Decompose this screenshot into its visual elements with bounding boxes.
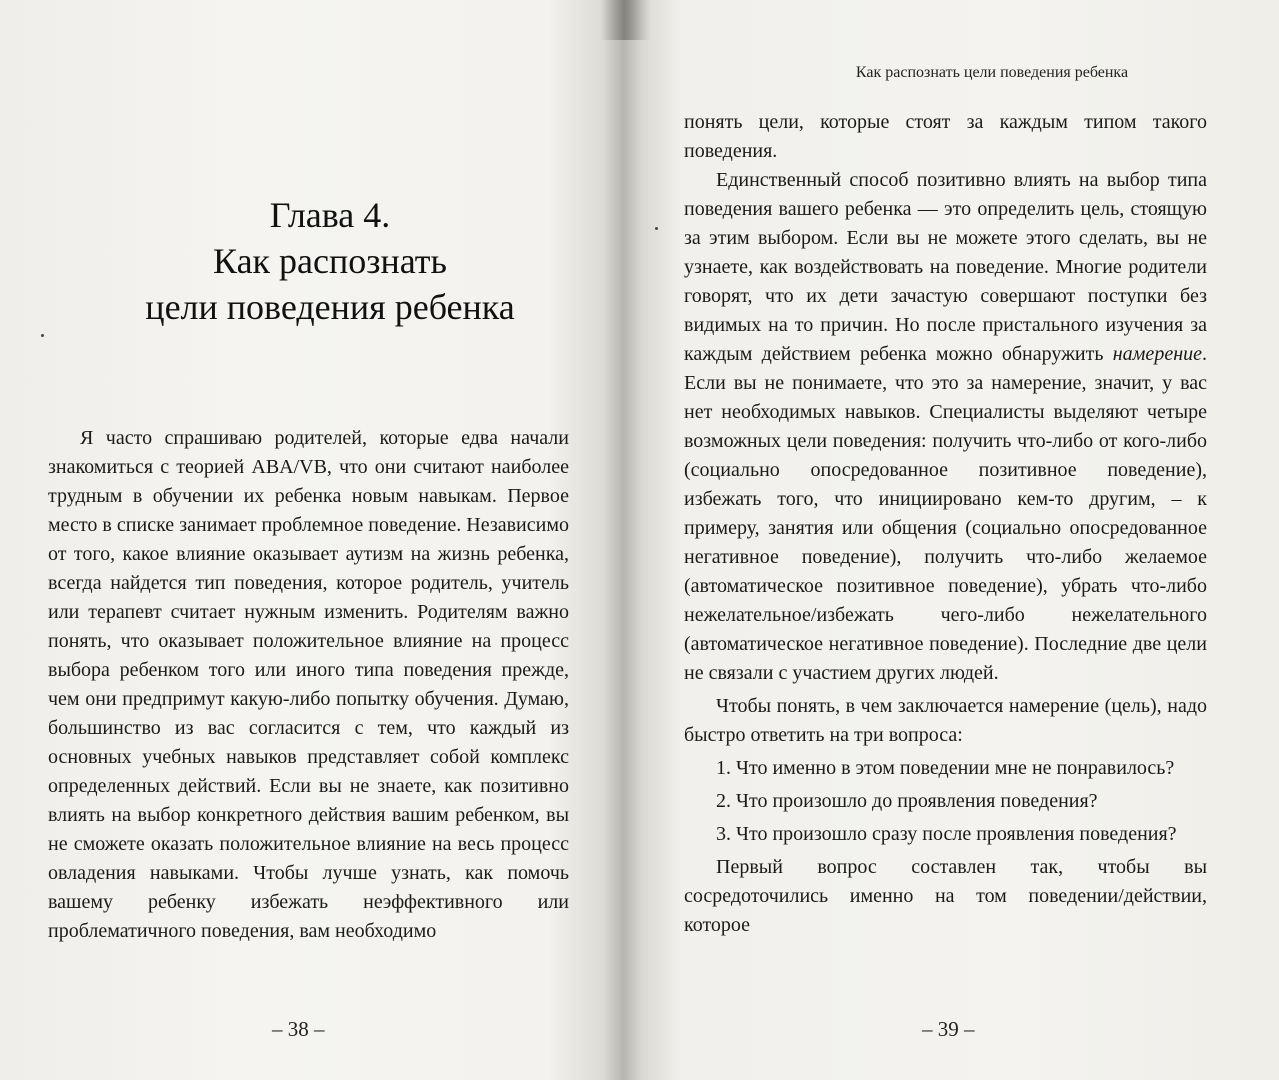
right-page bbox=[622, 0, 1279, 1080]
text-run: Единственный способ позитивно влиять на выбор типа поведения вашего ребенка — это определить цель, стоящую за этим выбором. Если вы не можете этого сделать, вы не узнаете, как воздействовать на поведение. Многие родители говорят, что их дети зачастую совершают поступки без видимых на то причин. Но после пристального изучения за каждым действием ребенка можно обнаружить bbox=[684, 169, 1207, 365]
right-body-text bbox=[684, 108, 1207, 940]
text-run: . Если вы не понимаете, что это за намерение, значит, у вас нет необходимых навыков. Специалисты выделяют четыре возможных цели поведения: получить что-либо от кого-либо (социально опосредованное позитивное поведение), избежать того, что инициировано кем-то другим, – к примеру, занятия или общения (социально опосредованное негативное поведение), получить что-либо желаемое (автоматическое позитивное поведение), убрать что-либо нежелательное/избежать чего-либо нежелательного (автоматическое негативное поведение). Последние две цели не связали с участием других людей. bbox=[684, 343, 1207, 684]
paragraph bbox=[684, 166, 1207, 688]
print-speck bbox=[41, 334, 44, 337]
paragraph: Я часто спрашиваю родителей, которые едва начали знакомиться с теорией ABA/VB, что они считают наиболее трудным в обучении их ребенка новым навыкам. Первое место в списке занимает проблемное поведение. Независимо от того, какое влияние оказывает аутизм на жизнь ребенка, всегда найдется тип поведения, которое родитель, учитель или терапевт считает нужным изменить. Родителям важно понять, что оказывает положительное влияние на процесс выбора ребенком того или иного типа поведения прежде, чем они предпримут какую-либо попытку обучения. Думаю, большинство из вас согласится с тем, что каждый из основных учебных навыков представляет собой комплекс определенных действий. Если вы не знаете, как позитивно влиять на выбор конкретного действия вашим ребенком, вы не сможете оказать положительное влияние на весь процесс овладения навыками. Чтобы лучше узнать, как помочь вашему ребенку избежать неэффективного или проблематичного поведения, вам необходимо bbox=[48, 427, 569, 942]
page-number-left: – 38 – bbox=[272, 1017, 325, 1041]
left-page bbox=[0, 0, 622, 1080]
chapter-number: Глава 4. bbox=[269, 195, 391, 235]
paragraph: Первый вопрос составлен так, чтобы вы сосредоточились именно на том поведении/действии, которое bbox=[684, 856, 1207, 936]
print-speck bbox=[655, 227, 658, 230]
page-number-right: – 39 – bbox=[922, 1017, 975, 1041]
question-2: 2. Что произошло до проявления поведения? bbox=[716, 790, 1098, 812]
chapter-heading bbox=[80, 192, 580, 330]
chapter-title-line-1: Как распознать bbox=[213, 241, 447, 281]
question-3: 3. Что произошло сразу после проявления поведения? bbox=[716, 823, 1177, 845]
left-body-text bbox=[48, 424, 569, 946]
running-head: Как распознать цели поведения ребенка bbox=[855, 64, 1129, 81]
paragraph: Чтобы понять, в чем заключается намерение (цель), надо быстро ответить на три вопроса: bbox=[684, 695, 1207, 746]
italic-term: намерение bbox=[1112, 343, 1202, 365]
gutter-shadow bbox=[600, 0, 650, 40]
paragraph-continued: понять цели, которые стоят за каждым типом такого поведения. bbox=[684, 111, 1207, 162]
chapter-title-line-2: цели поведения ребенка bbox=[145, 287, 515, 327]
question-1: 1. Что именно в этом поведении мне не понравилось? bbox=[716, 757, 1175, 779]
